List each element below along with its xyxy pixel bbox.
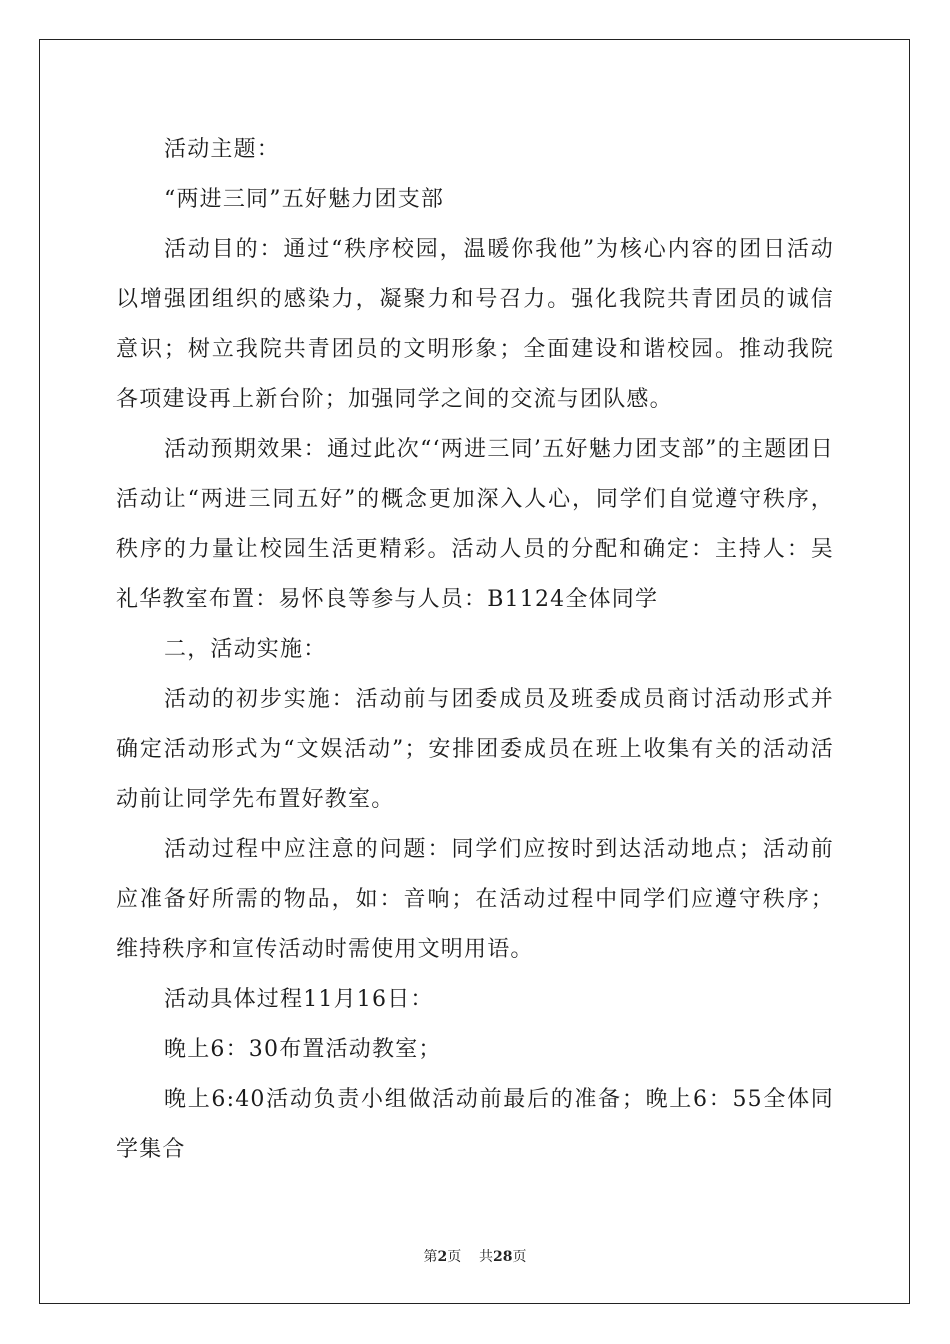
page-number: 2: [437, 1249, 448, 1265]
paragraph-implementation-heading: 二，活动实施：: [164, 637, 327, 662]
paragraph-activity-theme: “两进三同”五好魅力团支部: [164, 187, 445, 212]
paragraph-schedule-640: 晚上6:40活动负责小组做活动前最后的准备；晚上6：55全体同学集合: [116, 1087, 834, 1162]
paragraph-process-date: 活动具体过程11月16日：: [164, 987, 434, 1012]
paragraph-schedule-630: 晚上6：30布置活动教室；: [164, 1037, 442, 1062]
page-prefix: 第: [423, 1249, 438, 1265]
total-pages: 28: [493, 1249, 513, 1265]
total-prefix: 共: [479, 1249, 494, 1265]
paragraph-activity-theme-label: 活动主题：: [164, 137, 281, 162]
total-suffix: 页: [512, 1249, 527, 1265]
document-body: [116, 125, 834, 1175]
page-suffix: 页: [447, 1249, 462, 1265]
paragraph-initial-implementation: 活动的初步实施：活动前与团委成员及班委成员商讨活动形式并确定活动形式为“文娱活动”；安排团委成员在班上收集有关的活动活动前让同学先布置好教室。: [116, 687, 834, 812]
paragraph-activity-purpose: 活动目的：通过“秩序校园，温暖你我他”为核心内容的团日活动以增强团组织的感染力，凝聚力和号召力。强化我院共青团员的诚信意识；树立我院共青团员的文明形象；全面建设和谐校园。推动我院各项建设再上新台阶；加强同学之间的交流与团队感。: [116, 237, 834, 412]
paragraph-expected-effect: 活动预期效果：通过此次“‘两进三同’五好魅力团支部”的主题团日活动让“两进三同五好”的概念更加深入人心，同学们自觉遵守秩序，秩序的力量让校园生活更精彩。活动人员的分配和确定：主持人：吴礼华教室布置：易怀良等参与人员：B1124全体同学: [116, 437, 834, 612]
page-footer: [0, 1246, 950, 1266]
paragraph-notes: 活动过程中应注意的问题：同学们应按时到达活动地点；活动前应准备好所需的物品，如：音响；在活动过程中同学们应遵守秩序；维持秩序和宣传活动时需使用文明用语。: [116, 837, 834, 962]
